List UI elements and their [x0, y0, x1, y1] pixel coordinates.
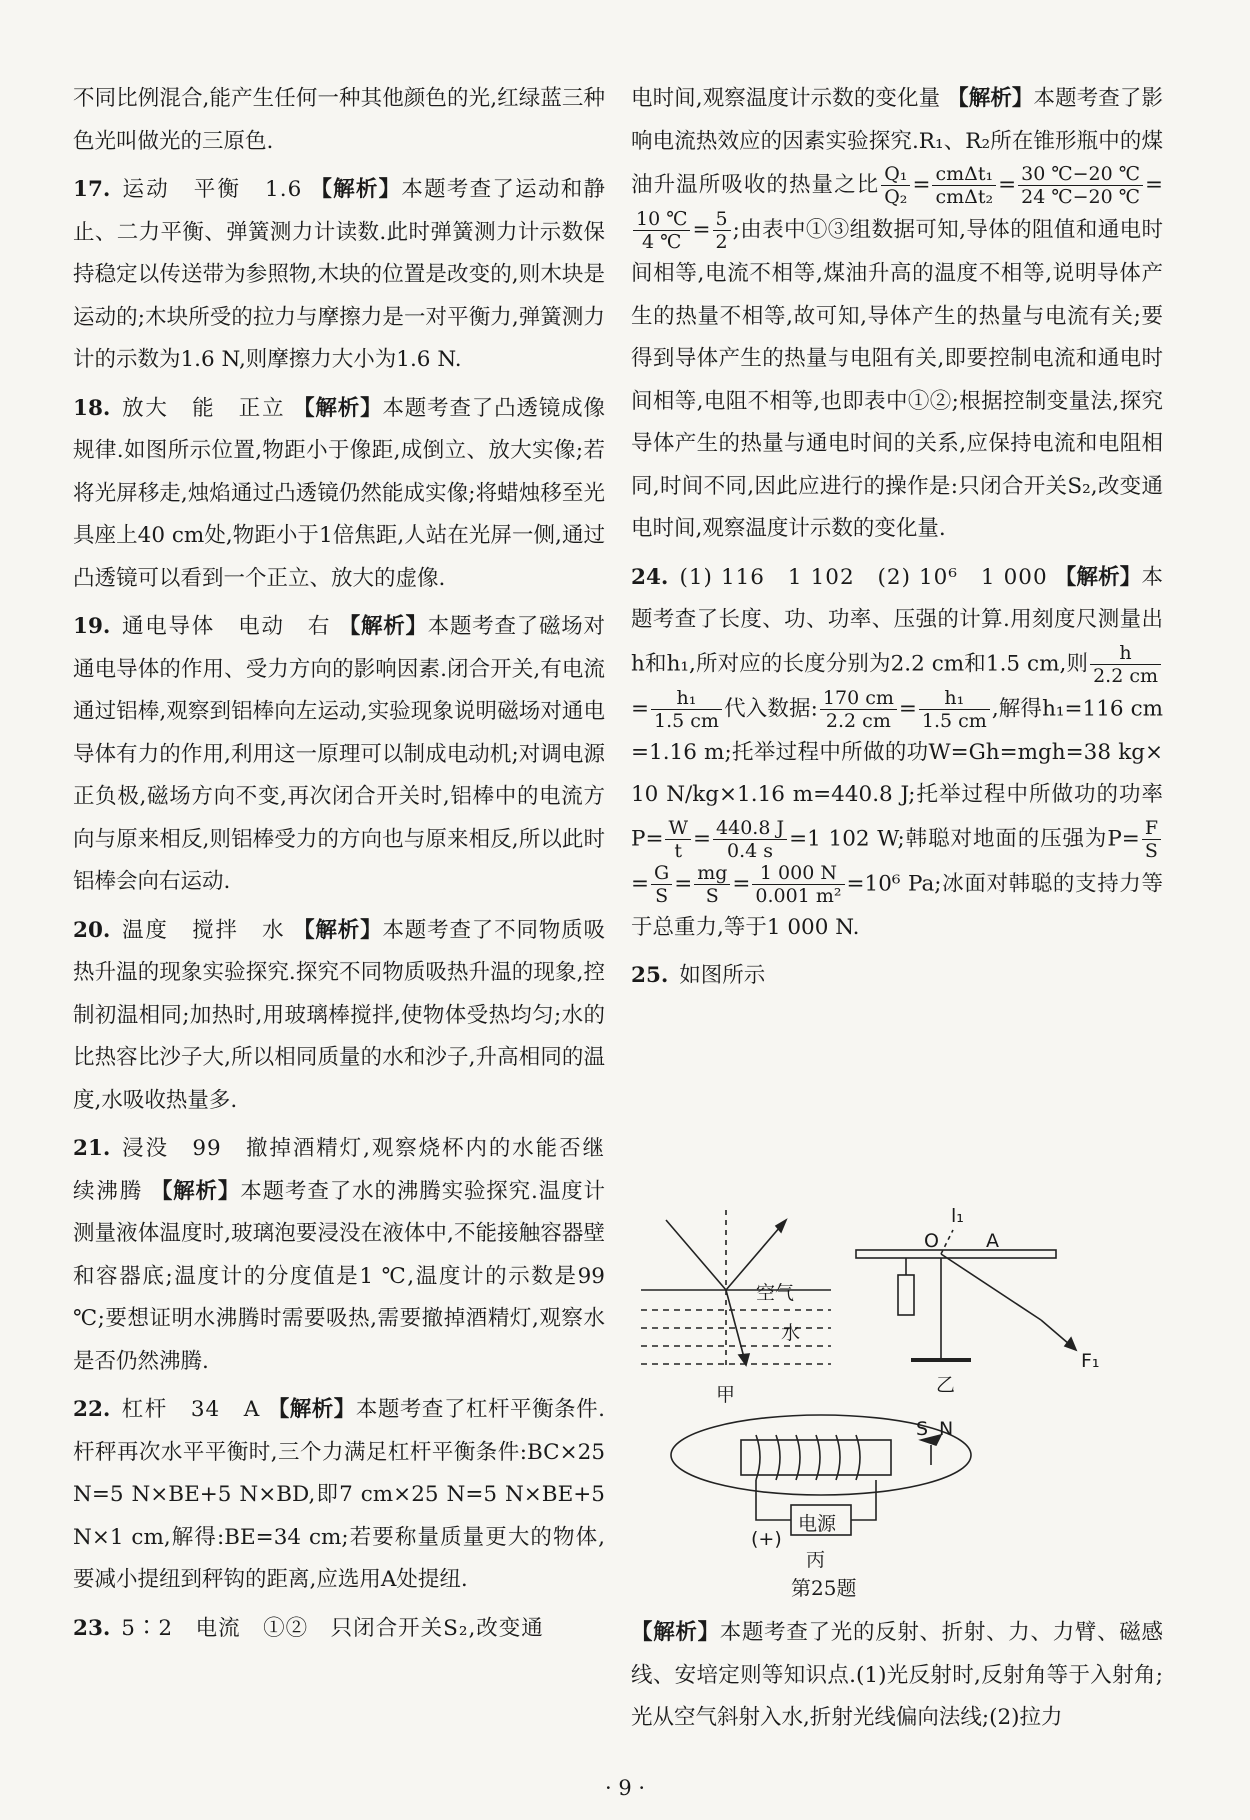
answer-20 — [73, 910, 605, 1123]
denominator: S — [1144, 839, 1158, 862]
denominator: 0.4 s — [727, 839, 774, 862]
numerator: G — [651, 862, 672, 885]
numerator: Q₁ — [881, 163, 910, 186]
answer-text: 5∶2 电流 ①② 只闭合开关S₂,改变通 — [121, 1615, 544, 1641]
analysis-text: 本题考查了运动和静止、二力平衡、弹簧测力计读数.此时弹簧测力计示数保持稳定以传送带为参照物,木块的位置是改变的,则木块是运动的;木块所受的拉力与摩擦力是一对平衡力,弹簧测力计的示数为1.6 N,则摩擦力大小为1.6 N. — [73, 177, 605, 372]
numerator: h₁ — [919, 687, 990, 710]
fraction — [1090, 642, 1161, 687]
item-number: 20. — [73, 917, 111, 943]
denominator: 1.5 cm — [921, 709, 987, 732]
item-number: 24. — [631, 564, 669, 590]
arrow-head — [1065, 1338, 1076, 1350]
label-l1: l₁ — [951, 1205, 964, 1227]
wire-left — [756, 1480, 791, 1520]
denominator: t — [674, 839, 683, 862]
label-F1: F₁ — [1081, 1350, 1100, 1372]
equals-sign: = — [912, 172, 931, 198]
analysis-text: ;由表中①③组数据可知,导体的阻值和通电时间相等,电流不相等,煤油升高的温度不相等,说明导体产生的热量不相等,故可知,导体产生的热量与电流有关;要得到导体产生的热量与电阻有关,即要控制电流和通电时间相等,电阻不相等,也即表中①②;根据控制变量法,探究导体产生的热量与通电时间的关系,应保持电流和电阻相同,时间不同,因此应进行的操作是:只闭合开关S₂,改变通电时间,观察温度计示数的变化量. — [631, 217, 1163, 541]
numerator: 5 — [713, 208, 731, 231]
denominator: 2 — [715, 231, 728, 253]
fraction — [919, 687, 990, 732]
item-number: 25. — [631, 963, 669, 988]
numerator: 30 ℃−20 ℃ — [1018, 163, 1143, 186]
figure-jia — [641, 1210, 831, 1370]
answer-24: 24. (1) 116 1 102 (2) 10⁶ 1 000 【解析】本题考查了长度、功、功率、压强的计算.用刻度尺测量出h和h₁,所对应的长度分别为2.2 cm和1.5 cm,则 $\frac{h}{2.2 cm}$ = $\frac{\text{h₁}}{1.5 cm}$ 代入数据: $\frac{170 cm}{2.2 cm}$ = $\frac{\text{h₁}}{1.5 cm}$ ,解得h₁=116 cm=1.16 m;托举过程中所做的功W=Gh=mgh=38 kg×10 N/kg×1.16 m=440.8 J;托举过程中所做功的功率P= $\frac{W}{t}$ = $\frac{440.8 J}{0.4 s}$ =1 102 W;韩聪对地面的压强为P= $\frac{F}{S}$ = $\frac{G}{S}$ = $\frac{mg}{S}$ = $\frac{1 000 N}{\text{0.001 m²}}$ =10⁶ Pa;冰面对韩聪的支持力等于总重力,等于1 000 N. — [631, 564, 1163, 940]
label-O: O — [924, 1230, 939, 1252]
analysis-tag: 【解析】 — [150, 1178, 241, 1204]
label-bing: 丙 — [806, 1549, 826, 1571]
numerator: F — [1142, 817, 1161, 840]
numerator: mg — [694, 862, 730, 885]
label-jia: 甲 — [716, 1384, 736, 1406]
wire-right — [851, 1480, 876, 1520]
fraction — [651, 862, 672, 907]
answer-18 — [73, 388, 605, 601]
figure-yi — [856, 1230, 1076, 1360]
label-power-supply: 电源 — [798, 1513, 837, 1535]
weights — [898, 1275, 914, 1315]
answer-17 — [73, 169, 605, 382]
denominator: S — [705, 884, 719, 907]
fraction — [932, 163, 996, 208]
denominator: 24 ℃−20 ℃ — [1021, 186, 1140, 208]
analysis-text: 本题考查了凸透镜成像规律.如图所示位置,物距小于像距,成倒立、放大实像;若将光屏移走,烛焰通过凸透镜仍然能成实像;将蜡烛移至光具座上40 cm处,物距小于1倍焦距,人站在光屏一侧,通过凸透镜可以看到一个正立、放大的虚像. — [73, 395, 605, 591]
item-number: 22. — [73, 1397, 111, 1422]
label-water: 水 — [781, 1322, 801, 1344]
denominator: 2.2 cm — [825, 709, 891, 732]
fraction — [633, 208, 690, 253]
answer-22 — [73, 1389, 612, 1602]
analysis-text: 本题考查了杠杆平衡条件.杆秤再次水平平衡时,三个力满足杠杆平衡条件:BC×25 N=5 N×BE+5 N×BD,即7 cm×25 N=5 N×BE+5 N×1 cm,解得:BE=34 cm;若要称量质量更大的物体,要减小提纽到秤钩的距离,应选用A处提纽. — [73, 1397, 612, 1592]
fraction — [665, 817, 691, 862]
analysis-tag: 【解析】 — [631, 1620, 720, 1645]
analysis-text: 本题考查了水的沸腾实验探究.温度计测量液体温度时,玻璃泡要浸没在液体中,不能接触容器壁和容器底;温度计的分度值是1 ℃,温度计的示数是99 ℃;要想证明水沸腾时需要吸热,需要撤掉酒精灯,观察水是否仍然沸腾. — [73, 1178, 612, 1374]
numerator: 440.8 J — [713, 817, 787, 840]
analysis-text: 本题考查了光的反射、折射、力、力臂、磁感线、安培定则等知识点.(1)光反射时,反射角等于入射角;光从空气斜射入水,折射光线偏向法线;(2)拉力 — [631, 1620, 1163, 1730]
analysis-text: =1 102 W;韩聪对地面的压强为P= — [789, 826, 1140, 851]
numerator: 1 000 N — [752, 862, 844, 885]
numerator: h₁ — [651, 687, 722, 710]
figure-caption: 第25题 — [791, 1576, 857, 1600]
item-number: 21. — [73, 1136, 111, 1161]
denominator: 4 ℃ — [642, 231, 682, 253]
denominator: cmΔt₂ — [935, 186, 994, 208]
analysis-text: =10⁶ Pa;冰面对韩聪的支持力等于总重力,等于1 000 N. — [631, 871, 1163, 940]
numerator: cmΔt₁ — [932, 163, 996, 186]
left-column — [73, 78, 612, 1656]
label-S: S — [916, 1418, 929, 1440]
figure-drawing — [631, 1190, 1171, 1610]
answer-text: 放大 能 正立 — [122, 395, 286, 421]
analysis-tag: 【解析】 — [1054, 564, 1142, 590]
item-number: 19. — [73, 614, 111, 639]
denominator: Q₂ — [884, 186, 908, 208]
numerator: h — [1090, 642, 1161, 665]
fraction — [752, 862, 844, 907]
fraction — [713, 817, 787, 862]
analysis-tag: 【解析】 — [293, 917, 383, 943]
fraction — [713, 208, 731, 253]
right-column — [631, 78, 1163, 1004]
answer-19 — [73, 606, 605, 904]
answer-text: 通电导体 电动 右 — [121, 614, 332, 639]
answer-25-analysis — [631, 1612, 1163, 1740]
item-number: 18. — [73, 395, 111, 421]
analysis-text: 代入数据: — [723, 696, 818, 721]
incident-ray — [666, 1220, 726, 1290]
analysis-tag: 【解析】 — [338, 614, 428, 639]
fraction — [881, 163, 910, 208]
denominator: 0.001 m² — [755, 884, 842, 907]
numerator: 10 ℃ — [633, 208, 690, 231]
analysis-tag: 【解析】 — [947, 86, 1034, 111]
spring-scale-line — [941, 1254, 1041, 1320]
answer-text: 温度 搅拌 水 — [122, 917, 286, 943]
answer-text: 如图所示 — [679, 963, 766, 988]
label-air: 空气 — [756, 1282, 795, 1304]
answer-text: 浸没 99 撤掉酒精灯,观察烧杯内的水能否继续沸腾 — [73, 1136, 605, 1204]
answer-25-analysis-block — [631, 1612, 1163, 1746]
answer-23-continued: 电时间,观察温度计示数的变化量 【解析】本题考查了影响电流热效应的因素实验探究.R₁、R₂所在锥形瓶中的煤油升温所吸收的热量之比 $\frac{\text{Q₁}}{\text{Q₂}}$ = $\frac{\text{cmΔt₁}}{\text{cmΔt₂}}$ = $\frac{30 ℃-20 ℃}{24 ℃-20 ℃}$ = $\frac{10 ℃}{4 ℃}$ = $\frac{5}{2}$ ;由表中①③组数据可知,导体的阻值和通电时间相等,电流不相等,煤油升高的温度不相等,说明导体产生的热量不相等,故可知,导体产生的热量与电流有关;要得到导体产生的热量与电阻有关,即要控制电流和通电时间相等,电阻不相等,也即表中①②;根据控制变量法,探究导体产生的热量与通电时间的关系,应保持电流和电阻相同,时间不同,因此应进行的操作是:只闭合开关S₂,改变通电时间,观察温度计示数的变化量. — [631, 86, 1163, 541]
solenoid-core — [741, 1440, 891, 1475]
answer-text: 杠杆 34 A — [121, 1397, 261, 1422]
answer-text: 运动 平衡 1.6 — [122, 177, 303, 202]
answer-text: 电时间,观察温度计示数的变化量 — [631, 86, 941, 111]
fraction — [1018, 163, 1143, 208]
analysis-tag: 【解析】 — [310, 177, 402, 202]
analysis-text: 本题考查了磁场对通电导体的作用、受力方向的影响因素.闭合开关,有电流通过铝棒,观察到铝棒向左运动,实验现象说明磁场对通电导体有力的作用,利用这一原理可以制成电动机;对调电源正负极,磁场方向不变,再次闭合开关时,铝棒中的电流方向与原来相反,则铝棒受力的方向也与原来相反,所以此时铝棒会向右运动. — [73, 614, 605, 894]
fraction — [651, 687, 722, 732]
answer-25-intro — [631, 955, 1163, 998]
answer-21 — [73, 1128, 612, 1383]
label-yi: 乙 — [936, 1374, 956, 1396]
page-number: · 9 · — [604, 1776, 646, 1800]
lever-bar — [856, 1250, 1056, 1258]
analysis-tag: 【解析】 — [267, 1397, 356, 1422]
analysis-text: 本题考查了影响电流热效应的因素实验探究.R₁、R₂所在锥形瓶中的煤油升温所吸收的热量之比 — [631, 86, 1163, 198]
figure-25 — [631, 1190, 1171, 1610]
label-N: N — [939, 1418, 954, 1440]
fraction — [820, 687, 897, 732]
answer-23-start — [73, 1608, 605, 1651]
analysis-text: 本题考查了不同物质吸热升温的现象实验探究.探究不同物质吸热升温的现象,控制初温相同;加热时,用玻璃棒搅拌,使物体受热均匀;水的比热容比沙子大,所以相同质量的水和沙子,升高相同的温度,水吸收热量多. — [73, 917, 605, 1113]
numerator: W — [665, 817, 691, 840]
analysis-text: 本题考查了长度、功、功率、压强的计算.用刻度尺测量出h和h₁,所对应的长度分别为2.2 cm和1.5 cm,则 — [631, 564, 1163, 676]
label-positive: (+) — [751, 1528, 782, 1550]
denominator: 2.2 cm — [1093, 664, 1158, 687]
numerator: 170 cm — [820, 687, 897, 710]
answer-text: (1) 116 1 102 (2) 10⁶ 1 000 — [679, 564, 1048, 590]
item-number: 17. — [73, 177, 111, 202]
label-A: A — [986, 1230, 999, 1252]
intro-paragraph: 不同比例混合,能产生任何一种其他颜色的光,红绿蓝三种色光叫做光的三原色. — [73, 86, 605, 154]
analysis-text: ,解得h₁=116 cm=1.16 m;托举过程中所做的功W=Gh=mgh=38 kg×10 N/kg×1.16 m=440.8 J;托举过程中所做功的功率P= — [631, 696, 1163, 851]
item-number: 23. — [73, 1615, 111, 1641]
analysis-tag: 【解析】 — [293, 395, 383, 421]
fraction — [1142, 817, 1161, 862]
denominator: S — [655, 884, 669, 907]
fraction — [694, 862, 730, 907]
denominator: 1.5 cm — [654, 709, 719, 732]
